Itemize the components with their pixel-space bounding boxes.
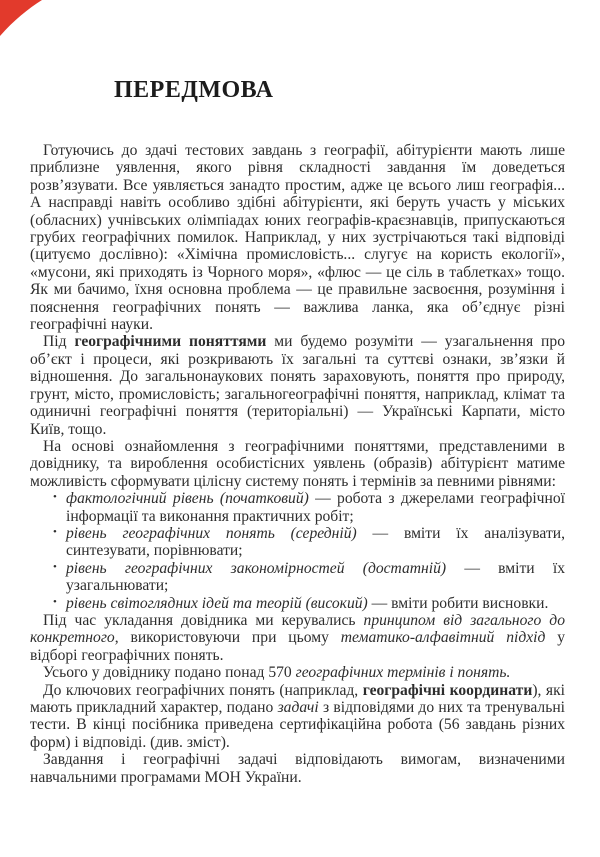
text-run: у відборі географічних понять. <box>30 629 565 664</box>
text-run: Під час укладання довідника ми керувались <box>43 611 364 629</box>
text-run: тематико-алфавітний підхід <box>340 629 546 647</box>
text-run: принципом від загального до конкретного <box>30 611 565 647</box>
page-title: ПЕРЕДМОВА <box>114 77 274 103</box>
text-run: Завдання і географічні задачі відповідають вимогам, визначеними навчальними програмами МОН України. <box>30 751 565 786</box>
text-run: з відповідями до них та тренувальні тести. В кінці посібника приведена сертифікаційна робота (56 завдань різних форм) і відповіді. (див. зміст). <box>30 699 566 751</box>
bullet-icon: • <box>53 560 57 573</box>
bullet-icon: • <box>53 491 57 504</box>
text-run: — вміти робити висновки. <box>367 594 549 612</box>
paragraph <box>30 333 565 437</box>
text-run: Під <box>43 333 75 351</box>
text-run: географічні координати <box>362 681 533 699</box>
paragraph <box>30 438 565 490</box>
page-content <box>30 0 565 786</box>
bullet-icon: • <box>53 595 57 608</box>
bullet-item <box>30 490 565 525</box>
text-run: — вміти їх аналізувати, синтезувати, порівнювати; <box>66 524 565 560</box>
text-body <box>30 142 565 786</box>
text-run: рівень географічних закономірностей (достатній) <box>66 559 447 577</box>
text-run: фактологічний рівень (початковий) <box>66 490 309 508</box>
bullet-item <box>30 595 565 612</box>
text-run: — робота з джерелами географічної інформації та виконання практичних робіт; <box>66 490 566 525</box>
paragraph <box>30 612 565 664</box>
text-run: ми будемо розуміти — узагальнення про об’єкт і процеси, які розкривають їх загальні та суттєві ознаки, зв’язки й відношення. До загальнонаукових понять зараховують, поняття про природу, грунт, місто, промисловість; загальногеографічні поняття, наприклад, клімат та одиничні географічні поняття (територіальні) — Українські Карпати, місто Київ, тощо. <box>30 333 565 438</box>
paragraph <box>30 751 565 786</box>
bullet-item <box>30 525 565 560</box>
text-run: задачі <box>277 699 319 716</box>
bullet-icon: • <box>53 525 57 538</box>
text-run: ), які мають прикладний характер, подано <box>30 681 565 716</box>
text-run: рівень географічних понять (середній) <box>66 524 357 542</box>
text-run: На основі ознайомлення з географічними поняттями, представленими в довіднику, та вироблення особистісних уявлень (образів) абітурієнт матиме можливість сформувати цілісну систему понять і термінів за певними рівнями: <box>30 437 565 490</box>
text-run: рівень світоглядних ідей та теорій (високий) <box>66 594 368 612</box>
text-run: , використовуючи при цьому <box>114 629 341 647</box>
paragraph <box>30 682 565 752</box>
text-run: географічних термінів і понять. <box>295 664 511 682</box>
text-run: географічними поняттями <box>74 333 267 351</box>
text-run: Готуючись до здачі тестових завдань з географії, абітурієнти мають лише приблизне уявлення, якого рівня складності завдання їм доведеться розв’язувати. Все уявляється занадто простим, адже це всього лиш географія... А насправді навіть особливо здібні абітурієнти, які беруть участь у міських (обласних) учнівських олімпіадах юних географів-краєзнавців, припускаються грубих географічних помилок. Наприклад, у них зустрічаються такі відповіді (цитуємо дослівно): «Хімічна промисловість... слугує на користь екології», «мусони, які приходять із Чорного моря», «флюс — це сіль в таблетках» тощо. Як ми бачимо, їхня основна проблема — це правильне засвоєння, розуміння і пояснення географічних понять — важлива ланка, яка об’єднує різні географічні науки. <box>30 142 565 334</box>
bullet-item <box>30 560 565 595</box>
text-run: — вміти їх узагальнювати; <box>66 559 565 595</box>
text-run: Усього у довіднику подано понад 570 <box>43 664 296 682</box>
paragraph <box>30 142 565 333</box>
text-run: До ключових географічних понять (наприклад, <box>43 681 363 699</box>
paragraph <box>30 664 565 681</box>
